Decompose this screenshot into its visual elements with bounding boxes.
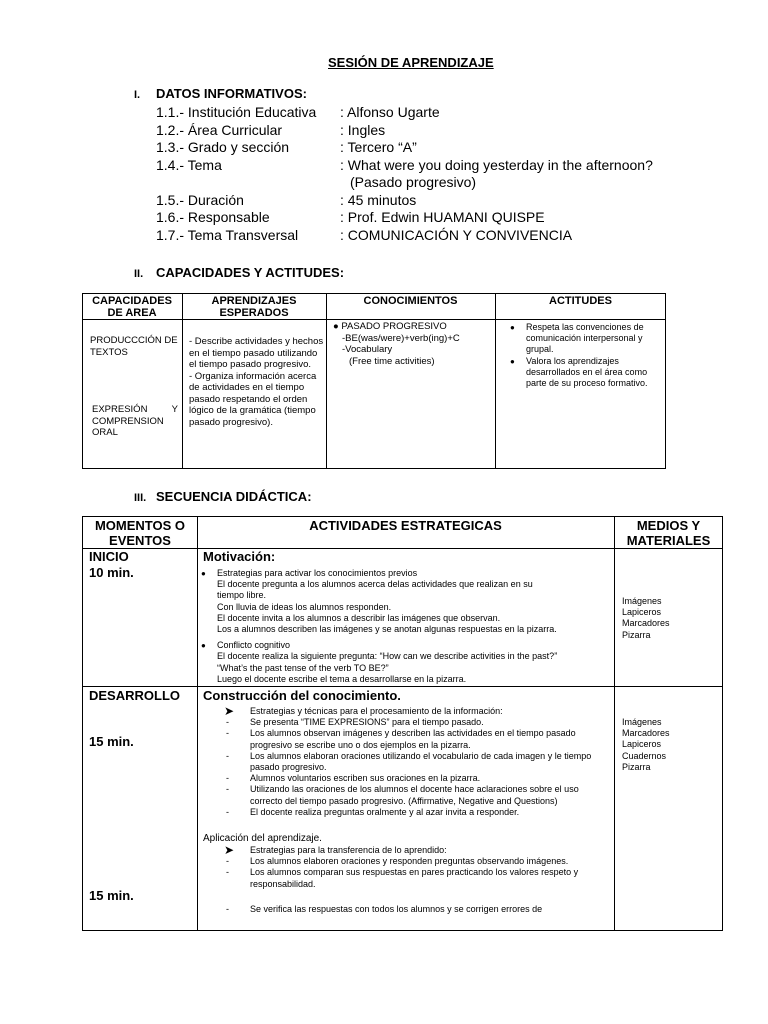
- desarrollo-activities: [224, 704, 610, 818]
- section-3-number: III.: [134, 492, 147, 504]
- aprendizajes-cell: - Describe actividades y hechos en el tiempo pasado utilizando el tiempo pasado progresivo. - Organiza información acerca de actividades en el tiempo pasado respetando el orden lógico de la gramática (tiempo pasado progresivo).: [189, 336, 324, 428]
- arrow-bullet-icon: ➤: [224, 843, 235, 857]
- info-row: [156, 139, 716, 156]
- section-1-title: DATOS INFORMATIVOS:: [156, 86, 307, 101]
- actitudes-cell: [526, 322, 658, 389]
- activity-line: El docente realiza la siguiente pregunta: “How can we describe activities in the past?”: [217, 651, 558, 662]
- strategy-item: [224, 704, 610, 718]
- section-1-heading: [134, 86, 307, 101]
- material-item: Lapiceros: [622, 607, 662, 618]
- activity-item: [226, 717, 610, 728]
- strategy-bullet: ● Conflicto cognitivo: [217, 640, 612, 651]
- motivacion-heading: Motivación:: [203, 549, 276, 564]
- activity-text: Se verifica las respuestas con todos los alumnos y se corrigen errores de: [250, 903, 543, 914]
- page-title: SESIÓN DE APRENDIZAJE: [328, 55, 494, 70]
- material-item: Pizarra: [622, 629, 651, 640]
- conocimiento-item: ● PASADO PROGRESIVO: [333, 321, 447, 332]
- header-actividades: ACTIVIDADES ESTRATEGICAS: [309, 518, 502, 533]
- header-medios: MEDIOS Y MATERIALES: [626, 518, 711, 548]
- activity-item: [226, 856, 610, 867]
- arrow-bullet-icon: ➤: [224, 704, 235, 718]
- section-2-heading: [134, 265, 344, 280]
- inicio-label: INICIO: [89, 549, 129, 564]
- table-divider: [197, 516, 198, 931]
- header-aprendizajes: APRENDIZAJES ESPERADOS: [211, 295, 297, 319]
- dash-icon: -: [226, 784, 229, 795]
- material-item: Imágenes: [622, 717, 662, 727]
- info-label: 1.7.- Tema Transversal: [156, 227, 299, 243]
- info-row: [156, 192, 716, 209]
- activity-text: El docente realiza preguntas oralmente y al azar invita a responder.: [250, 806, 520, 817]
- dash-icon: -: [226, 903, 229, 914]
- desarrollo-time-1: 15 min.: [89, 734, 134, 749]
- material-item: Marcadores: [622, 728, 670, 739]
- activity-line: “What’s the past tense of the verb TO BE?”: [217, 662, 389, 673]
- header-capacidades: CAPACIDADES DE AREA: [92, 295, 172, 319]
- conocimiento-item: (Free time activities): [349, 355, 435, 367]
- dash-icon: -: [226, 806, 229, 817]
- section-3-heading: [134, 489, 312, 504]
- section-3-title: SECUENCIA DIDÁCTICA:: [156, 489, 312, 504]
- strategy-title: Estrategias para la transferencia de lo aprendido:: [250, 845, 447, 855]
- info-label: 1.1.- Institución Educativa: [156, 104, 317, 120]
- strategy-bullet: ● Estrategias para activar los conocimientos previos: [217, 568, 612, 579]
- info-value-continued: (Pasado progresivo): [350, 174, 477, 190]
- material-item: Marcadores: [622, 618, 670, 629]
- info-row: [156, 104, 716, 121]
- header-actitudes: ACTITUDES: [549, 295, 612, 307]
- activity-line: tiempo libre.: [217, 590, 267, 601]
- dash-icon: -: [226, 717, 229, 728]
- table-divider: [82, 548, 723, 549]
- capacidad-expresion-and: Y: [171, 404, 178, 415]
- info-label: 1.6.- Responsable: [156, 209, 270, 225]
- material-item: Lapiceros: [622, 739, 662, 750]
- capacidad-expresion: [92, 404, 178, 439]
- inicio-materials: [622, 596, 717, 641]
- section-2-title: CAPACIDADES Y ACTITUDES:: [156, 265, 345, 280]
- dash-icon: -: [226, 728, 229, 739]
- info-value: : Alfonso Ugarte: [340, 104, 440, 120]
- capacidad-expresion-rest: COMPRENSION ORAL: [92, 415, 164, 438]
- inicio-activities: [217, 568, 612, 685]
- info-value: : COMUNICACIÓN Y CONVIVENCIA: [340, 227, 573, 243]
- actitud-item: ● Valora los aprendizajes desarrollados en el área como parte de su proceso formativo.: [526, 356, 658, 390]
- activity-item: [226, 728, 610, 750]
- strategy-item: [224, 843, 610, 857]
- actitud-item: ● Respeta las convenciones de comunicación interpersonal y grupal.: [526, 322, 658, 356]
- activity-line: El docente invita a los alumnos a describir las imágenes que observan.: [217, 612, 501, 623]
- aplicacion-activities: [224, 843, 610, 915]
- activity-line: Los a alumnos describen las imágenes y se anotan algunas respuestas en la pizarra.: [217, 624, 557, 635]
- info-row: [156, 122, 716, 139]
- activity-text: Utilizando las oraciones de los alumnos el docente hace aclaraciones sobre el uso correcto del tiempo pasado progresivo. (Affirmative, Negative and Questions): [250, 784, 579, 806]
- desarrollo-time-2: 15 min.: [89, 888, 134, 903]
- material-item: Pizarra: [622, 761, 651, 772]
- activity-line: Con lluvia de ideas los alumnos responden.: [217, 601, 392, 612]
- info-value: : 45 minutos: [340, 192, 417, 208]
- header-momentos: MOMENTOS O EVENTOS: [94, 518, 186, 548]
- activity-text: Alumnos voluntarios escriben sus oraciones en la pizarra.: [250, 773, 481, 784]
- header-conocimientos: CONOCIMIENTOS: [363, 295, 458, 307]
- conocimientos-cell: [333, 321, 493, 367]
- info-row: [156, 157, 716, 191]
- desarrollo-label: DESARROLLO: [89, 688, 180, 703]
- activity-text: Los alumnos observan imágenes y describen las actividades en el tiempo pasado progresivo se escribe uno o dos ejemplos en la pizarra.: [250, 728, 576, 750]
- info-value: : Prof. Edwin HUAMANI QUISPE: [340, 209, 545, 225]
- section-1-number: I.: [134, 89, 141, 101]
- info-label: 1.3.- Grado y sección: [156, 139, 290, 155]
- activity-item: [226, 867, 610, 889]
- material-item: Cuadernos: [622, 750, 667, 761]
- aplicacion-heading: Aplicación del aprendizaje.: [203, 833, 322, 844]
- conocimiento-item: -Vocabulary: [342, 344, 393, 355]
- dash-icon: -: [226, 773, 229, 784]
- section-2-number: II.: [134, 268, 144, 280]
- dash-icon: -: [226, 750, 229, 761]
- info-value: : Tercero “A”: [340, 139, 417, 155]
- info-block: [156, 104, 716, 254]
- table-divider: [82, 686, 723, 687]
- strategy-title: Estrategias y técnicas para el procesamiento de la información:: [250, 706, 503, 716]
- info-row: [156, 227, 716, 244]
- info-label: 1.4.- Tema: [156, 157, 222, 173]
- activity-text: Los alumnos elaboran oraciones utilizando el vocabulario de cada imagen y le tiempo pasado progresivo.: [250, 750, 592, 773]
- activity-item: [226, 784, 610, 806]
- activity-line: El docente pregunta a los alumnos acerca delas actividades que realizan en su: [217, 579, 533, 590]
- conocimiento-item: -BE(was/were)+verb(ing)+C: [342, 332, 460, 344]
- activity-text: Se presenta “TIME EXPRESIONS” para el tiempo pasado.: [250, 717, 484, 728]
- table-divider: [82, 319, 666, 320]
- inicio-time: 10 min.: [89, 565, 134, 580]
- dash-icon: -: [226, 867, 229, 878]
- activity-item: [226, 903, 610, 915]
- activity-item: [226, 773, 610, 784]
- activity-item: [226, 750, 610, 773]
- capacidad-produccion: PRODUCCCIÓN DE TEXTOS: [90, 335, 178, 358]
- construccion-heading: Construcción del conocimiento.: [203, 688, 401, 703]
- info-label: 1.5.- Duración: [156, 192, 244, 208]
- dash-icon: -: [226, 856, 229, 867]
- desarrollo-materials: [622, 717, 717, 773]
- activity-item: [226, 806, 610, 818]
- info-value: : What were you doing yesterday in the afternoon?: [340, 157, 653, 173]
- info-row: [156, 209, 716, 226]
- capacidad-expresion-word: EXPRESIÓN: [92, 404, 148, 415]
- info-value: : Ingles: [340, 122, 386, 138]
- activity-line: Luego el docente escribe el tema a desarrollarse en la pizarra.: [217, 673, 467, 684]
- activity-text: Los alumnos elaboren oraciones y responden preguntas observando imágenes.: [250, 856, 569, 867]
- material-item: Imágenes: [622, 596, 662, 606]
- activity-text: Los alumnos comparan sus respuestas en pares practicando los valores respeto y responsabilidad.: [250, 867, 579, 889]
- info-label: 1.2.- Área Curricular: [156, 122, 283, 138]
- table-divider: [614, 516, 615, 931]
